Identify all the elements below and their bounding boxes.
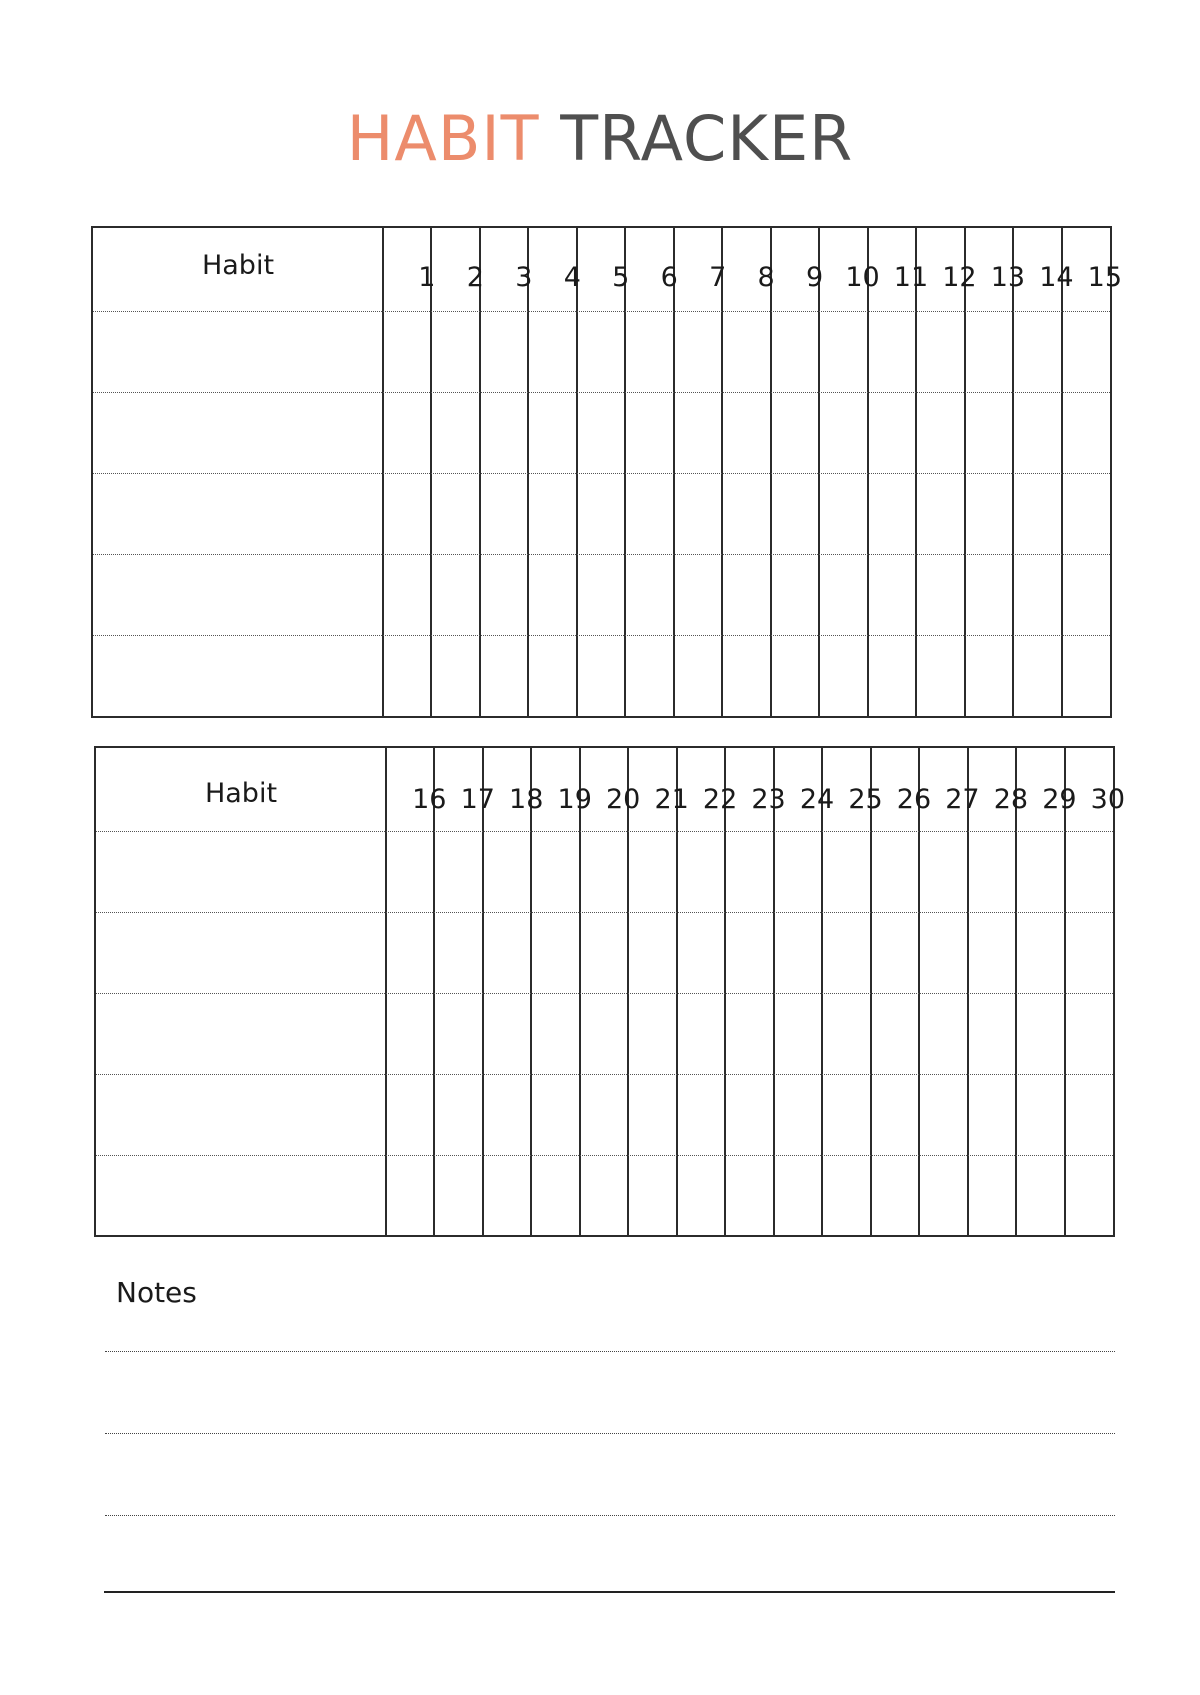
day-checkbox-cell[interactable] <box>679 1157 724 1235</box>
day-checkbox-cell[interactable] <box>921 914 966 992</box>
day-checkbox-cell[interactable] <box>676 394 721 472</box>
row-divider <box>96 1155 1113 1156</box>
row-divider <box>96 912 1113 913</box>
day-checkbox-cell[interactable] <box>388 833 433 911</box>
day-checkbox-cell[interactable] <box>436 995 481 1073</box>
day-label-18: 18 <box>509 784 544 815</box>
day-checkbox-cell[interactable] <box>776 914 821 992</box>
day-checkbox-cell[interactable] <box>921 995 966 1073</box>
column-divider <box>964 228 966 716</box>
day-checkbox-cell[interactable] <box>582 1076 627 1154</box>
day-checkbox-cell[interactable] <box>385 313 430 391</box>
column-divider <box>867 228 869 716</box>
day-checkbox-cell[interactable] <box>679 995 724 1073</box>
day-checkbox-cell[interactable] <box>482 394 527 472</box>
habit-name-cell[interactable] <box>93 313 381 391</box>
day-label-8: 8 <box>757 262 775 293</box>
day-checkbox-cell[interactable] <box>630 1076 675 1154</box>
column-divider <box>627 748 629 1235</box>
day-checkbox-cell[interactable] <box>921 833 966 911</box>
column-divider <box>1064 748 1066 1235</box>
habit-name-cell[interactable] <box>96 833 384 911</box>
day-checkbox-cell[interactable] <box>485 1157 530 1235</box>
day-checkbox-cell[interactable] <box>582 833 627 911</box>
day-checkbox-cell[interactable] <box>918 313 963 391</box>
day-checkbox-cell[interactable] <box>870 637 915 715</box>
day-checkbox-cell[interactable] <box>579 475 624 553</box>
day-checkbox-cell[interactable] <box>582 1157 627 1235</box>
column-divider <box>821 748 823 1235</box>
note-line[interactable] <box>105 1351 1115 1352</box>
day-checkbox-cell[interactable] <box>776 1157 821 1235</box>
day-checkbox-cell[interactable] <box>485 1076 530 1154</box>
day-label-5: 5 <box>612 262 630 293</box>
day-checkbox-cell[interactable] <box>485 914 530 992</box>
row-divider <box>93 311 1110 312</box>
day-checkbox-cell[interactable] <box>873 995 918 1073</box>
day-checkbox-cell[interactable] <box>533 1157 578 1235</box>
day-checkbox-cell[interactable] <box>679 833 724 911</box>
day-checkbox-cell[interactable] <box>482 556 527 634</box>
day-checkbox-cell[interactable] <box>870 313 915 391</box>
day-checkbox-cell[interactable] <box>727 914 772 992</box>
day-checkbox-cell[interactable] <box>724 313 769 391</box>
day-checkbox-cell[interactable] <box>824 1157 869 1235</box>
day-checkbox-cell[interactable] <box>436 1076 481 1154</box>
day-checkbox-cell[interactable] <box>385 637 430 715</box>
day-checkbox-cell[interactable] <box>918 475 963 553</box>
day-checkbox-cell[interactable] <box>918 637 963 715</box>
day-label-11: 11 <box>893 262 929 293</box>
habit-name-cell[interactable] <box>96 995 384 1073</box>
day-checkbox-cell[interactable] <box>676 556 721 634</box>
day-checkbox-cell[interactable] <box>1015 394 1060 472</box>
day-checkbox-cell[interactable] <box>630 833 675 911</box>
day-checkbox-cell[interactable] <box>1064 556 1109 634</box>
day-checkbox-cell[interactable] <box>724 394 769 472</box>
day-checkbox-cell[interactable] <box>1067 1157 1112 1235</box>
day-label-25: 25 <box>848 784 883 815</box>
habit-name-cell[interactable] <box>93 637 381 715</box>
day-checkbox-cell[interactable] <box>1064 637 1109 715</box>
note-line[interactable] <box>105 1433 1115 1434</box>
day-checkbox-cell[interactable] <box>967 394 1012 472</box>
title-habit: HABIT <box>346 102 540 175</box>
day-checkbox-cell[interactable] <box>530 313 575 391</box>
day-checkbox-cell[interactable] <box>627 637 672 715</box>
day-label-22: 22 <box>702 784 738 815</box>
day-label-21: 21 <box>654 784 689 815</box>
column-divider <box>479 228 481 716</box>
day-checkbox-cell[interactable] <box>821 313 866 391</box>
habit-column-header: Habit <box>201 250 275 281</box>
day-label-20: 20 <box>605 784 641 815</box>
day-checkbox-cell[interactable] <box>388 1157 433 1235</box>
day-checkbox-cell[interactable] <box>873 833 918 911</box>
day-checkbox-cell[interactable] <box>727 995 772 1073</box>
notes-label: Notes <box>116 1276 197 1309</box>
column-divider <box>870 748 872 1235</box>
habit-table-days-16-30 <box>94 746 1125 1237</box>
day-checkbox-cell[interactable] <box>918 394 963 472</box>
day-checkbox-cell[interactable] <box>727 1157 772 1235</box>
habit-name-cell[interactable] <box>93 556 381 634</box>
day-label-6: 6 <box>660 262 678 293</box>
day-checkbox-cell[interactable] <box>1067 1076 1112 1154</box>
day-checkbox-cell[interactable] <box>1018 1157 1063 1235</box>
day-checkbox-cell[interactable] <box>921 1076 966 1154</box>
day-checkbox-cell[interactable] <box>970 1076 1015 1154</box>
day-label-12: 12 <box>942 262 977 293</box>
day-label-7: 7 <box>709 262 727 293</box>
day-checkbox-cell[interactable] <box>385 475 430 553</box>
day-checkbox-cell[interactable] <box>873 1157 918 1235</box>
day-label-27: 27 <box>945 784 980 815</box>
day-label-28: 28 <box>993 784 1029 815</box>
day-checkbox-cell[interactable] <box>530 556 575 634</box>
day-checkbox-cell[interactable] <box>773 475 818 553</box>
day-checkbox-cell[interactable] <box>388 1076 433 1154</box>
column-divider <box>527 228 529 716</box>
column-divider <box>530 748 532 1235</box>
row-divider <box>93 473 1110 474</box>
day-label-15: 15 <box>1087 262 1122 293</box>
day-checkbox-cell[interactable] <box>1064 475 1109 553</box>
column-divider <box>915 228 917 716</box>
column-divider <box>1015 748 1017 1235</box>
day-checkbox-cell[interactable] <box>776 995 821 1073</box>
day-checkbox-cell[interactable] <box>727 833 772 911</box>
day-checkbox-cell[interactable] <box>970 995 1015 1073</box>
day-checkbox-cell[interactable] <box>530 637 575 715</box>
day-checkbox-cell[interactable] <box>821 556 866 634</box>
day-checkbox-cell[interactable] <box>579 394 624 472</box>
column-divider <box>624 228 626 716</box>
day-label-17: 17 <box>460 784 495 815</box>
day-checkbox-cell[interactable] <box>870 475 915 553</box>
day-checkbox-cell[interactable] <box>679 1076 724 1154</box>
day-checkbox-cell[interactable] <box>533 1076 578 1154</box>
day-checkbox-cell[interactable] <box>1015 475 1060 553</box>
day-checkbox-cell[interactable] <box>1067 995 1112 1073</box>
column-divider <box>967 748 969 1235</box>
day-label-9: 9 <box>806 262 824 293</box>
habit-name-cell[interactable] <box>96 1076 384 1154</box>
row-divider <box>96 1074 1113 1075</box>
day-checkbox-cell[interactable] <box>773 556 818 634</box>
day-checkbox-cell[interactable] <box>579 637 624 715</box>
day-label-19: 19 <box>557 784 592 815</box>
row-divider <box>93 392 1110 393</box>
day-label-10: 10 <box>845 262 880 293</box>
note-line[interactable] <box>105 1515 1115 1516</box>
column-divider <box>770 228 772 716</box>
note-line[interactable] <box>104 1591 1115 1593</box>
day-checkbox-cell[interactable] <box>533 833 578 911</box>
day-checkbox-cell[interactable] <box>627 394 672 472</box>
column-divider <box>433 748 435 1235</box>
day-checkbox-cell[interactable] <box>533 995 578 1073</box>
day-label-3: 3 <box>515 262 533 293</box>
day-checkbox-cell[interactable] <box>921 1157 966 1235</box>
day-checkbox-cell[interactable] <box>630 1157 675 1235</box>
day-checkbox-cell[interactable] <box>433 556 478 634</box>
day-checkbox-cell[interactable] <box>530 475 575 553</box>
day-checkbox-cell[interactable] <box>870 556 915 634</box>
day-label-1: 1 <box>418 262 436 293</box>
column-divider <box>773 748 775 1235</box>
habit-table-days-1-15 <box>91 226 1122 718</box>
day-checkbox-cell[interactable] <box>530 394 575 472</box>
day-checkbox-cell[interactable] <box>630 995 675 1073</box>
day-checkbox-cell[interactable] <box>485 833 530 911</box>
day-label-24: 24 <box>799 784 835 815</box>
day-checkbox-cell[interactable] <box>1067 833 1112 911</box>
day-checkbox-cell[interactable] <box>676 475 721 553</box>
day-checkbox-cell[interactable] <box>627 313 672 391</box>
row-divider <box>96 831 1113 832</box>
day-checkbox-cell[interactable] <box>821 394 866 472</box>
day-checkbox-cell[interactable] <box>727 1076 772 1154</box>
column-divider <box>579 748 581 1235</box>
column-divider <box>382 228 384 716</box>
day-checkbox-cell[interactable] <box>1018 995 1063 1073</box>
day-checkbox-cell[interactable] <box>485 995 530 1073</box>
day-checkbox-cell[interactable] <box>433 394 478 472</box>
day-checkbox-cell[interactable] <box>1015 313 1060 391</box>
row-divider <box>93 635 1110 636</box>
day-label-30: 30 <box>1090 784 1125 815</box>
column-divider <box>385 748 387 1235</box>
day-label-29: 29 <box>1042 784 1077 815</box>
day-checkbox-cell[interactable] <box>433 637 478 715</box>
row-divider <box>96 993 1113 994</box>
column-divider <box>673 228 675 716</box>
habit-column-header: Habit <box>204 778 278 809</box>
day-checkbox-cell[interactable] <box>1067 914 1112 992</box>
day-checkbox-cell[interactable] <box>582 995 627 1073</box>
day-checkbox-cell[interactable] <box>533 914 578 992</box>
day-checkbox-cell[interactable] <box>627 475 672 553</box>
day-checkbox-cell[interactable] <box>821 637 866 715</box>
day-checkbox-cell[interactable] <box>776 833 821 911</box>
title-tracker: TRACKER <box>560 102 854 175</box>
habit-name-cell[interactable] <box>96 1157 384 1235</box>
day-checkbox-cell[interactable] <box>776 1076 821 1154</box>
day-checkbox-cell[interactable] <box>676 313 721 391</box>
day-checkbox-cell[interactable] <box>385 394 430 472</box>
day-checkbox-cell[interactable] <box>773 394 818 472</box>
day-checkbox-cell[interactable] <box>724 475 769 553</box>
day-checkbox-cell[interactable] <box>773 637 818 715</box>
column-divider <box>724 748 726 1235</box>
day-label-13: 13 <box>990 262 1026 293</box>
day-checkbox-cell[interactable] <box>630 914 675 992</box>
column-divider <box>430 228 432 716</box>
day-checkbox-cell[interactable] <box>388 995 433 1073</box>
day-checkbox-cell[interactable] <box>1018 833 1063 911</box>
day-checkbox-cell[interactable] <box>1018 914 1063 992</box>
column-divider <box>918 748 920 1235</box>
day-label-26: 26 <box>896 784 932 815</box>
column-divider <box>721 228 723 716</box>
day-label-2: 2 <box>466 262 484 293</box>
day-checkbox-cell[interactable] <box>482 637 527 715</box>
day-checkbox-cell[interactable] <box>918 556 963 634</box>
day-label-14: 14 <box>1039 262 1074 293</box>
page-title <box>0 102 1200 175</box>
day-checkbox-cell[interactable] <box>967 637 1012 715</box>
day-checkbox-cell[interactable] <box>1015 637 1060 715</box>
day-checkbox-cell[interactable] <box>773 313 818 391</box>
day-checkbox-cell[interactable] <box>1064 313 1109 391</box>
day-checkbox-cell[interactable] <box>436 914 481 992</box>
day-checkbox-cell[interactable] <box>724 637 769 715</box>
day-checkbox-cell[interactable] <box>582 914 627 992</box>
day-checkbox-cell[interactable] <box>679 914 724 992</box>
day-checkbox-cell[interactable] <box>436 1157 481 1235</box>
day-checkbox-cell[interactable] <box>870 394 915 472</box>
column-divider <box>676 748 678 1235</box>
day-checkbox-cell[interactable] <box>482 475 527 553</box>
day-checkbox-cell[interactable] <box>873 1076 918 1154</box>
day-checkbox-cell[interactable] <box>627 556 672 634</box>
day-label-4: 4 <box>563 262 581 293</box>
day-checkbox-cell[interactable] <box>967 556 1012 634</box>
day-checkbox-cell[interactable] <box>388 914 433 992</box>
habit-name-cell[interactable] <box>93 394 381 472</box>
day-checkbox-cell[interactable] <box>433 475 478 553</box>
day-checkbox-cell[interactable] <box>824 995 869 1073</box>
day-checkbox-cell[interactable] <box>579 556 624 634</box>
column-divider <box>482 748 484 1235</box>
day-checkbox-cell[interactable] <box>433 313 478 391</box>
day-checkbox-cell[interactable] <box>1015 556 1060 634</box>
day-checkbox-cell[interactable] <box>1064 394 1109 472</box>
day-checkbox-cell[interactable] <box>436 833 481 911</box>
day-checkbox-cell[interactable] <box>967 475 1012 553</box>
day-checkbox-cell[interactable] <box>824 1076 869 1154</box>
day-checkbox-cell[interactable] <box>970 914 1015 992</box>
row-divider <box>93 554 1110 555</box>
day-checkbox-cell[interactable] <box>824 833 869 911</box>
day-checkbox-cell[interactable] <box>579 313 624 391</box>
day-checkbox-cell[interactable] <box>970 1157 1015 1235</box>
column-divider <box>1012 228 1014 716</box>
column-divider <box>818 228 820 716</box>
day-label-23: 23 <box>751 784 786 815</box>
habit-name-cell[interactable] <box>96 914 384 992</box>
day-checkbox-cell[interactable] <box>1018 1076 1063 1154</box>
day-checkbox-cell[interactable] <box>873 914 918 992</box>
day-checkbox-cell[interactable] <box>821 475 866 553</box>
day-checkbox-cell[interactable] <box>676 637 721 715</box>
habit-name-cell[interactable] <box>93 475 381 553</box>
day-checkbox-cell[interactable] <box>970 833 1015 911</box>
column-divider <box>576 228 578 716</box>
day-checkbox-cell[interactable] <box>824 914 869 992</box>
day-label-16: 16 <box>412 784 447 815</box>
day-checkbox-cell[interactable] <box>967 313 1012 391</box>
day-checkbox-cell[interactable] <box>724 556 769 634</box>
column-divider <box>1061 228 1063 716</box>
day-checkbox-cell[interactable] <box>385 556 430 634</box>
day-checkbox-cell[interactable] <box>482 313 527 391</box>
